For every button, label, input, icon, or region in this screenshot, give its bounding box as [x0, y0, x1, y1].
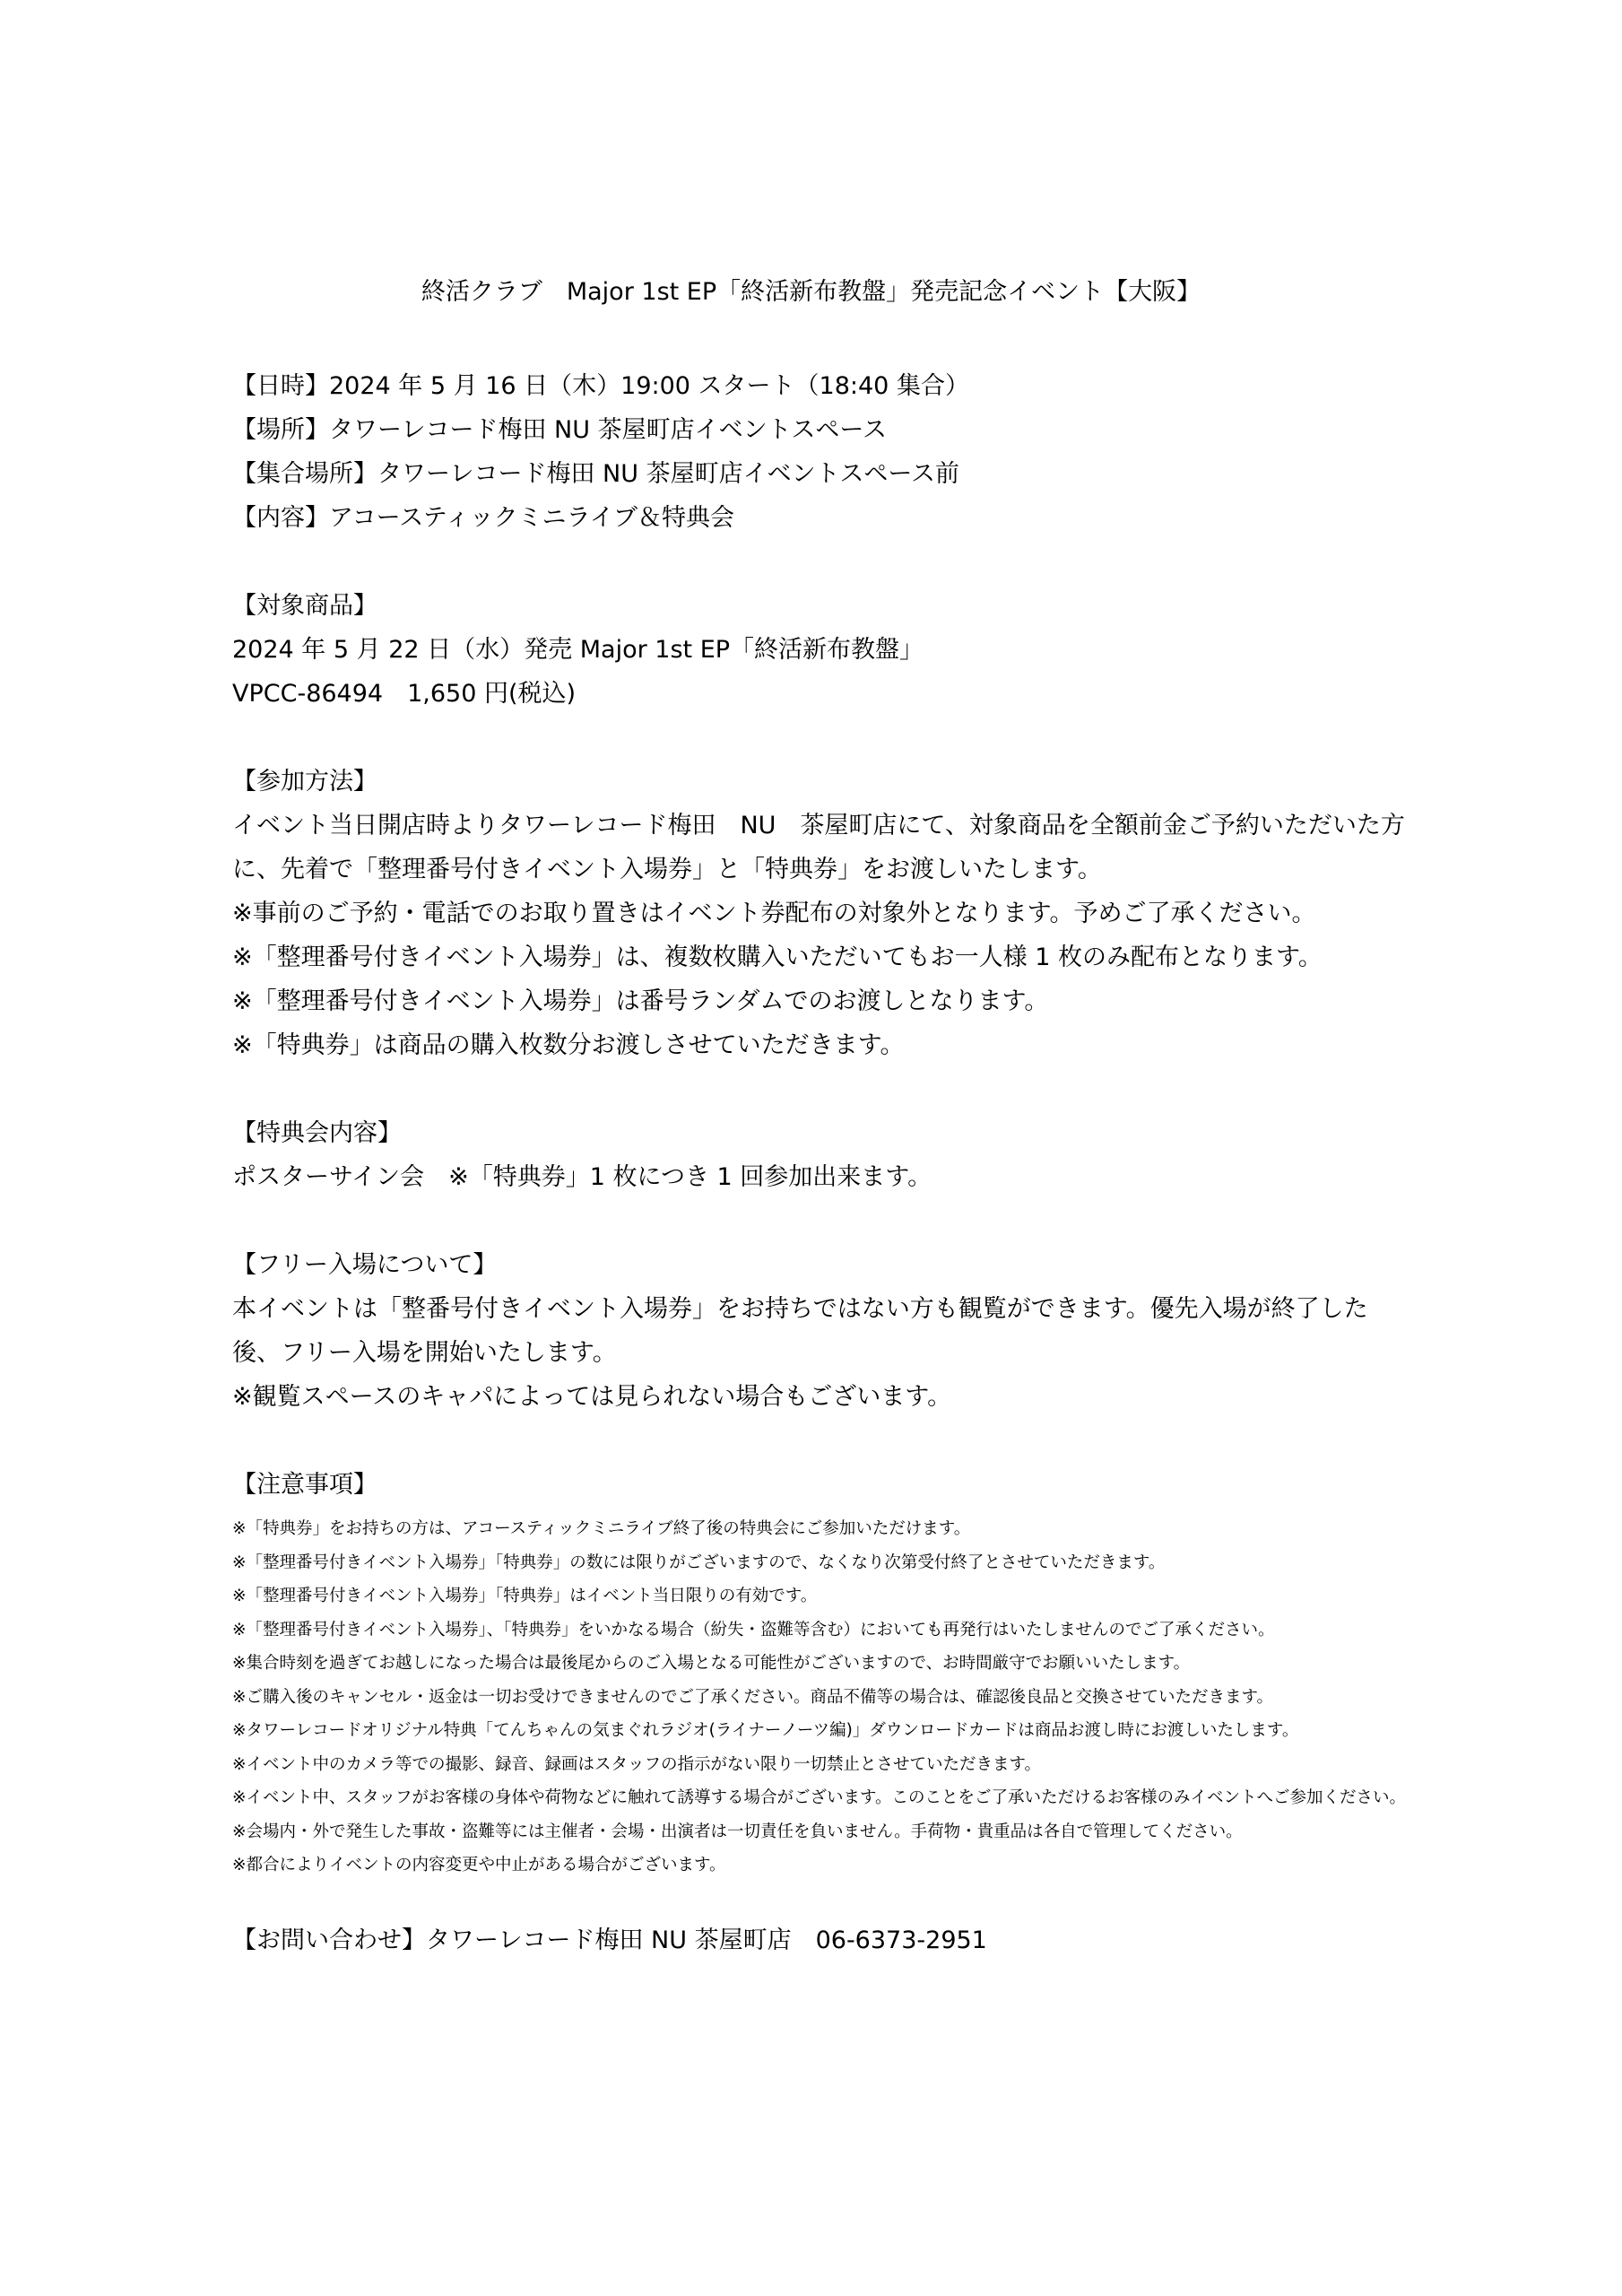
product-code-price: VPCC-86494 1,650 円(税込): [232, 680, 577, 708]
caution-item: ※「特典券」をお持ちの方は、アコースティックミニライブ終了後の特典会にご参加いただけます。: [232, 1519, 971, 1538]
spacer: [232, 320, 1425, 364]
participation-heading: 【参加方法】: [232, 768, 377, 796]
free-entry-heading: 【フリー入場について】: [232, 1251, 498, 1279]
participation-body: イベント当日開店時よりタワーレコード梅田 NU 茶屋町店にて、対象商品を全額前金ご予約いただいた方に、先着で「整理番号付きイベント入場券」と「特典券」をお渡しいたします。: [232, 812, 1405, 883]
free-entry-note: ※観覧スペースのキャパによっては見られない場合もございます。: [232, 1383, 952, 1411]
participation-note: ※「整理番号付きイベント入場券」は番号ランダムでのお渡しとなります。: [232, 987, 1049, 1015]
free-entry-body: 本イベントは「整番号付きイベント入場券」をお持ちではない方も観覧ができます。優先入場が終了した後、フリー入場を開始いたします。: [232, 1295, 1368, 1367]
document-body: [232, 320, 1425, 1962]
info-datetime: 【日時】2024 年 5 月 16 日（木）19:00 スタート（18:40 集合）: [232, 372, 969, 400]
cautions-heading: 【注意事項】: [232, 1471, 377, 1499]
spacer: [232, 540, 1425, 584]
benefit-body: ポスターサイン会 ※「特典券」1 枚につき 1 回参加出来ます。: [232, 1163, 932, 1191]
participation-note: ※事前のご予約・電話でのお取り置きはイベント券配布の対象外となります。予めご了承ください。: [232, 900, 1316, 927]
info-content: 【内容】アコースティックミニライブ＆特典会: [232, 504, 734, 532]
spacer: [232, 1419, 1425, 1463]
participation-note: ※「特典券」は商品の購入枚数分お渡しさせていただきます。: [232, 1031, 905, 1059]
contact-info: 【お問い合わせ】タワーレコード梅田 NU 茶屋町店 06-6373-2951: [232, 1926, 987, 1954]
caution-item: ※「整理番号付きイベント入場券」「特典券」の数には限りがございますので、なくなり次第受付終了とさせていただきます。: [232, 1552, 1166, 1572]
product-release: 2024 年 5 月 22 日（水）発売 Major 1st EP「終活新布教盤」: [232, 636, 924, 664]
caution-item: ※「整理番号付きイベント入場券」、「特典券」をいかなる場合（紛失・盗難等含む）においても再発行はいたしませんのでご了承ください。: [232, 1620, 1275, 1639]
spacer: [232, 1199, 1425, 1243]
info-meeting-place: 【集合場所】タワーレコード梅田 NU 茶屋町店イベントスペース前: [232, 460, 959, 488]
caution-item: ※集合時刻を過ぎてお越しになった場合は最後尾からのご入場となる可能性がございますので、お時間厳守でお願いいたします。: [232, 1654, 1191, 1673]
cautions-list: [232, 1512, 1425, 1883]
caution-item: ※会場内・外で発生した事故・盗難等には主催者・会場・出演者は一切責任を負いません。手荷物・貴重品は各自で管理してください。: [232, 1822, 1243, 1841]
benefit-heading: 【特典会内容】: [232, 1119, 402, 1147]
caution-item: ※イベント中のカメラ等での撮影、録音、録画はスタッフの指示がない限り一切禁止とさせていただきます。: [232, 1754, 1042, 1774]
spacer: [232, 716, 1425, 760]
info-place: 【場所】タワーレコード梅田 NU 茶屋町店イベントスペース: [232, 416, 887, 444]
participation-note: ※「整理番号付きイベント入場券」は、複数枚購入いただいてもお一人様 1 枚のみ配布となります。: [232, 944, 1323, 971]
product-heading: 【対象商品】: [232, 592, 377, 620]
caution-item: ※「整理番号付きイベント入場券」「特典券」はイベント当日限りの有効です。: [232, 1587, 818, 1605]
caution-item: ※ご購入後のキャンセル・返金は一切お受けできませんのでご了承ください。商品不備等の場合は、確認後良品と交換させていただきます。: [232, 1687, 1274, 1707]
spacer: [232, 1067, 1425, 1111]
caution-item: ※イベント中、スタッフがお客様の身体や荷物などに触れて誘導する場合がございます。このことをご了承いただけるお客様のみイベントへご参加ください。: [232, 1788, 1407, 1807]
document-title: 終活クラブ Major 1st EP「終活新布教盤」発売記念イベント【大阪】: [421, 278, 1201, 306]
caution-item: ※タワーレコードオリジナル特典「てんちゃんの気まぐれラジオ(ライナーノーツ編)」ダウンロードカードは商品お渡し時にお渡しいたします。: [232, 1721, 1299, 1740]
caution-item: ※都合によりイベントの内容変更や中止がある場合がございます。: [232, 1856, 726, 1874]
